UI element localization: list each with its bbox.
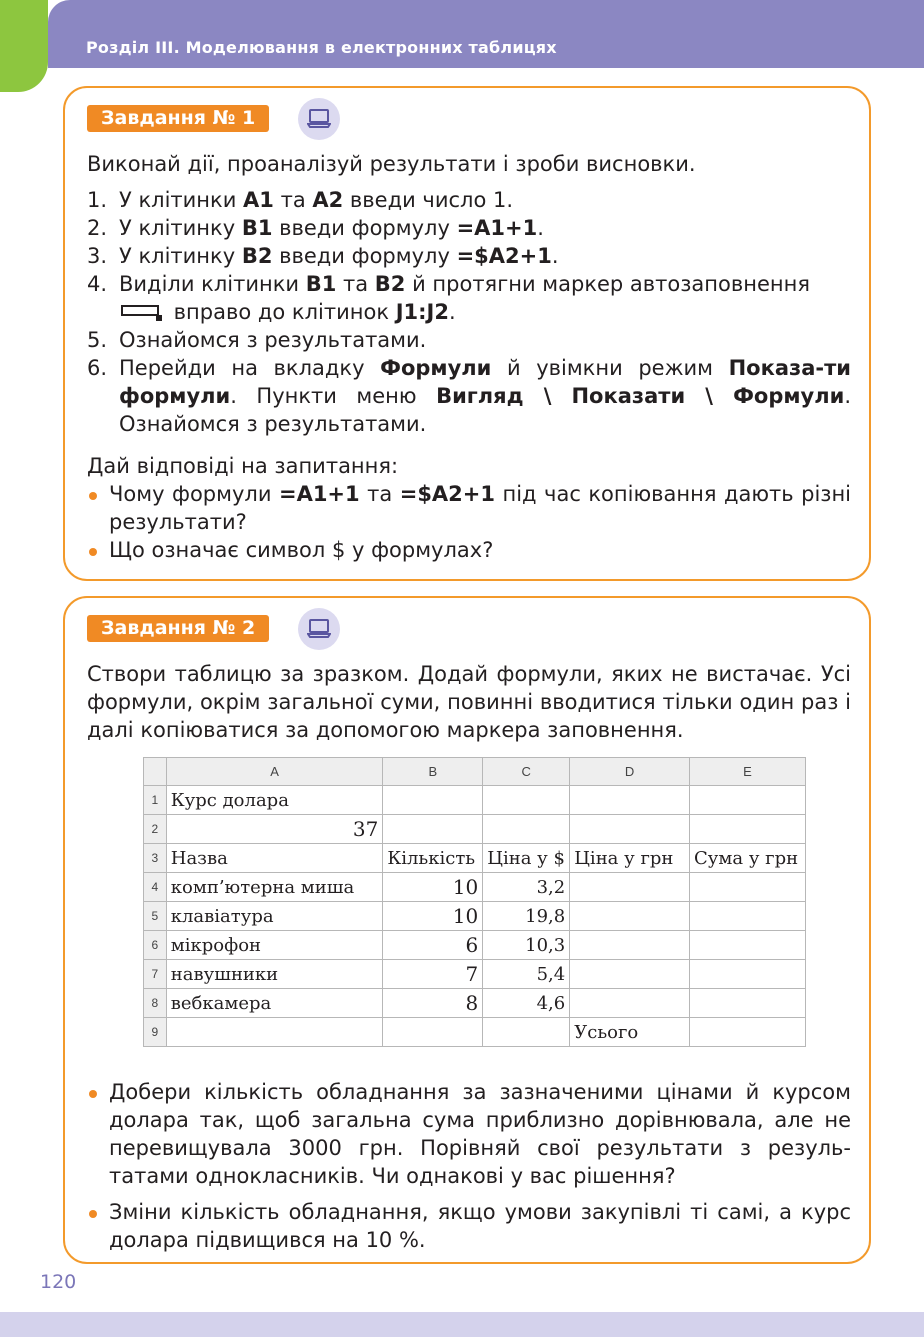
step-4: 4. Виділи клітинки B1 та B2 й протягни маркер автозаповнення вправо до клітинок J1:J2. xyxy=(87,272,810,324)
laptop-icon xyxy=(298,608,340,650)
chapter-tab xyxy=(0,0,48,92)
task-2-intro: Створи таблицю за зразком. Додай формули, яких не вистачає. Усі формули, окрім загальної суми, повинні вводитися тільки один раз і далі копіюватися за допомогою маркера заповнення. xyxy=(87,662,851,742)
sheet-row xyxy=(144,786,806,815)
sheet-row xyxy=(144,989,806,1018)
task-2-label: Завдання № 2 xyxy=(87,615,269,642)
page-footer xyxy=(0,1312,924,1337)
cell-e5 xyxy=(690,902,806,931)
column-header: D xyxy=(570,758,690,786)
cell-e4 xyxy=(690,873,806,902)
cell-d1 xyxy=(570,786,690,815)
sheet-row xyxy=(144,931,806,960)
cell-e9 xyxy=(690,1018,806,1047)
task-1-label: Завдання № 1 xyxy=(87,105,269,132)
task-2-bullet-1: Добери кількість обладнання за зазначеними цінами й курсом долара так, щоб загальна сума приблизно дорівнювала, але не перевищувала 3000 грн. Порівняй свої результати з резуль-татами однокласників. Чи однакові у вас рішення? xyxy=(87,1078,851,1190)
cell-e7 xyxy=(690,960,806,989)
cell-c5: 19,8 xyxy=(483,902,570,931)
cell-b2 xyxy=(383,815,483,844)
cell-a5: клавіатура xyxy=(166,902,383,931)
column-header: E xyxy=(690,758,806,786)
question-2: Що означає символ $ у формулах? xyxy=(87,536,851,564)
cell-d8 xyxy=(570,989,690,1018)
cell-e6 xyxy=(690,931,806,960)
task-1-intro: Виконай дії, проаналізуй результати і зроби висновки. xyxy=(87,152,696,176)
cell-a2: 37 xyxy=(166,815,383,844)
column-header: B xyxy=(383,758,483,786)
cell-b6: 6 xyxy=(383,931,483,960)
row-header: 5 xyxy=(144,902,167,931)
sheet-row xyxy=(144,844,806,873)
column-header-row xyxy=(144,758,806,786)
cell-d9: Усього xyxy=(570,1018,690,1047)
spreadsheet-sample xyxy=(143,757,806,1047)
cell-a6: мікрофон xyxy=(166,931,383,960)
cell-c2 xyxy=(483,815,570,844)
sheet-row xyxy=(144,1018,806,1047)
cell-b9 xyxy=(383,1018,483,1047)
cell-e1 xyxy=(690,786,806,815)
cell-c6: 10,3 xyxy=(483,931,570,960)
questions-intro: Дай відповіді на запитання: xyxy=(87,454,399,478)
cell-a7: навушники xyxy=(166,960,383,989)
step-5: 5. Ознайомся з результатами. xyxy=(87,328,427,352)
cell-d2 xyxy=(570,815,690,844)
cell-d5 xyxy=(570,902,690,931)
sheet-row xyxy=(144,960,806,989)
cell-c3: Ціна у $ xyxy=(483,844,570,873)
row-header: 8 xyxy=(144,989,167,1018)
row-header: 9 xyxy=(144,1018,167,1047)
column-header: A xyxy=(166,758,383,786)
sheet-row xyxy=(144,873,806,902)
step-3: 3. У клітинку B2 введи формулу =$A2+1. xyxy=(87,244,559,268)
cell-b5: 10 xyxy=(383,902,483,931)
cell-e3: Сума у грн xyxy=(690,844,806,873)
sheet-row xyxy=(144,902,806,931)
cell-a3: Назва xyxy=(166,844,383,873)
cell-b4: 10 xyxy=(383,873,483,902)
cell-e8 xyxy=(690,989,806,1018)
page-header xyxy=(48,0,924,68)
cell-b8: 8 xyxy=(383,989,483,1018)
cell-a9 xyxy=(166,1018,383,1047)
cell-d7 xyxy=(570,960,690,989)
sheet-row xyxy=(144,815,806,844)
question-1: Чому формули =A1+1 та =$A2+1 під час копіювання дають різні результати? xyxy=(87,480,851,536)
cell-a1: Курс долара xyxy=(166,786,383,815)
cell-e2 xyxy=(690,815,806,844)
column-header: C xyxy=(483,758,570,786)
row-header: 6 xyxy=(144,931,167,960)
cell-c9 xyxy=(483,1018,570,1047)
select-all-corner xyxy=(144,758,167,786)
cell-c7: 5,4 xyxy=(483,960,570,989)
row-header: 7 xyxy=(144,960,167,989)
step-2: 2. У клітинку B1 введи формулу =A1+1. xyxy=(87,216,544,240)
task-1-questions xyxy=(87,480,851,564)
cell-a8: вебкамера xyxy=(166,989,383,1018)
cell-c4: 3,2 xyxy=(483,873,570,902)
task-1-box xyxy=(63,86,871,581)
cell-b1 xyxy=(383,786,483,815)
fill-handle-icon xyxy=(119,303,163,321)
task-1-steps xyxy=(87,186,851,438)
row-header: 1 xyxy=(144,786,167,815)
cell-b7: 7 xyxy=(383,960,483,989)
cell-d4 xyxy=(570,873,690,902)
cell-c1 xyxy=(483,786,570,815)
task-2-bullets xyxy=(87,1078,851,1254)
row-header: 2 xyxy=(144,815,167,844)
cell-a4: комп’ютерна миша xyxy=(166,873,383,902)
task-2-bullet-2: Зміни кількість обладнання, якщо умови закупівлі ті самі, а курс долара підвищився на 10 %. xyxy=(87,1198,851,1254)
row-header: 3 xyxy=(144,844,167,873)
page-number: 120 xyxy=(40,1271,77,1293)
step-6: 6. Перейди на вкладку Формули й увімкни режим Показа-ти формули. Пункти меню Вигляд \ Показати \ Формули. Ознайомся з результатами. xyxy=(87,356,851,436)
cell-b3: Кількість xyxy=(383,844,483,873)
cell-d3: Ціна у грн xyxy=(570,844,690,873)
cell-c8: 4,6 xyxy=(483,989,570,1018)
row-header: 4 xyxy=(144,873,167,902)
chapter-title: Розділ III. Моделювання в електронних таблицях xyxy=(86,38,557,57)
cell-d6 xyxy=(570,931,690,960)
step-1: 1. У клітинки A1 та A2 введи число 1. xyxy=(87,188,514,212)
laptop-icon xyxy=(298,98,340,140)
